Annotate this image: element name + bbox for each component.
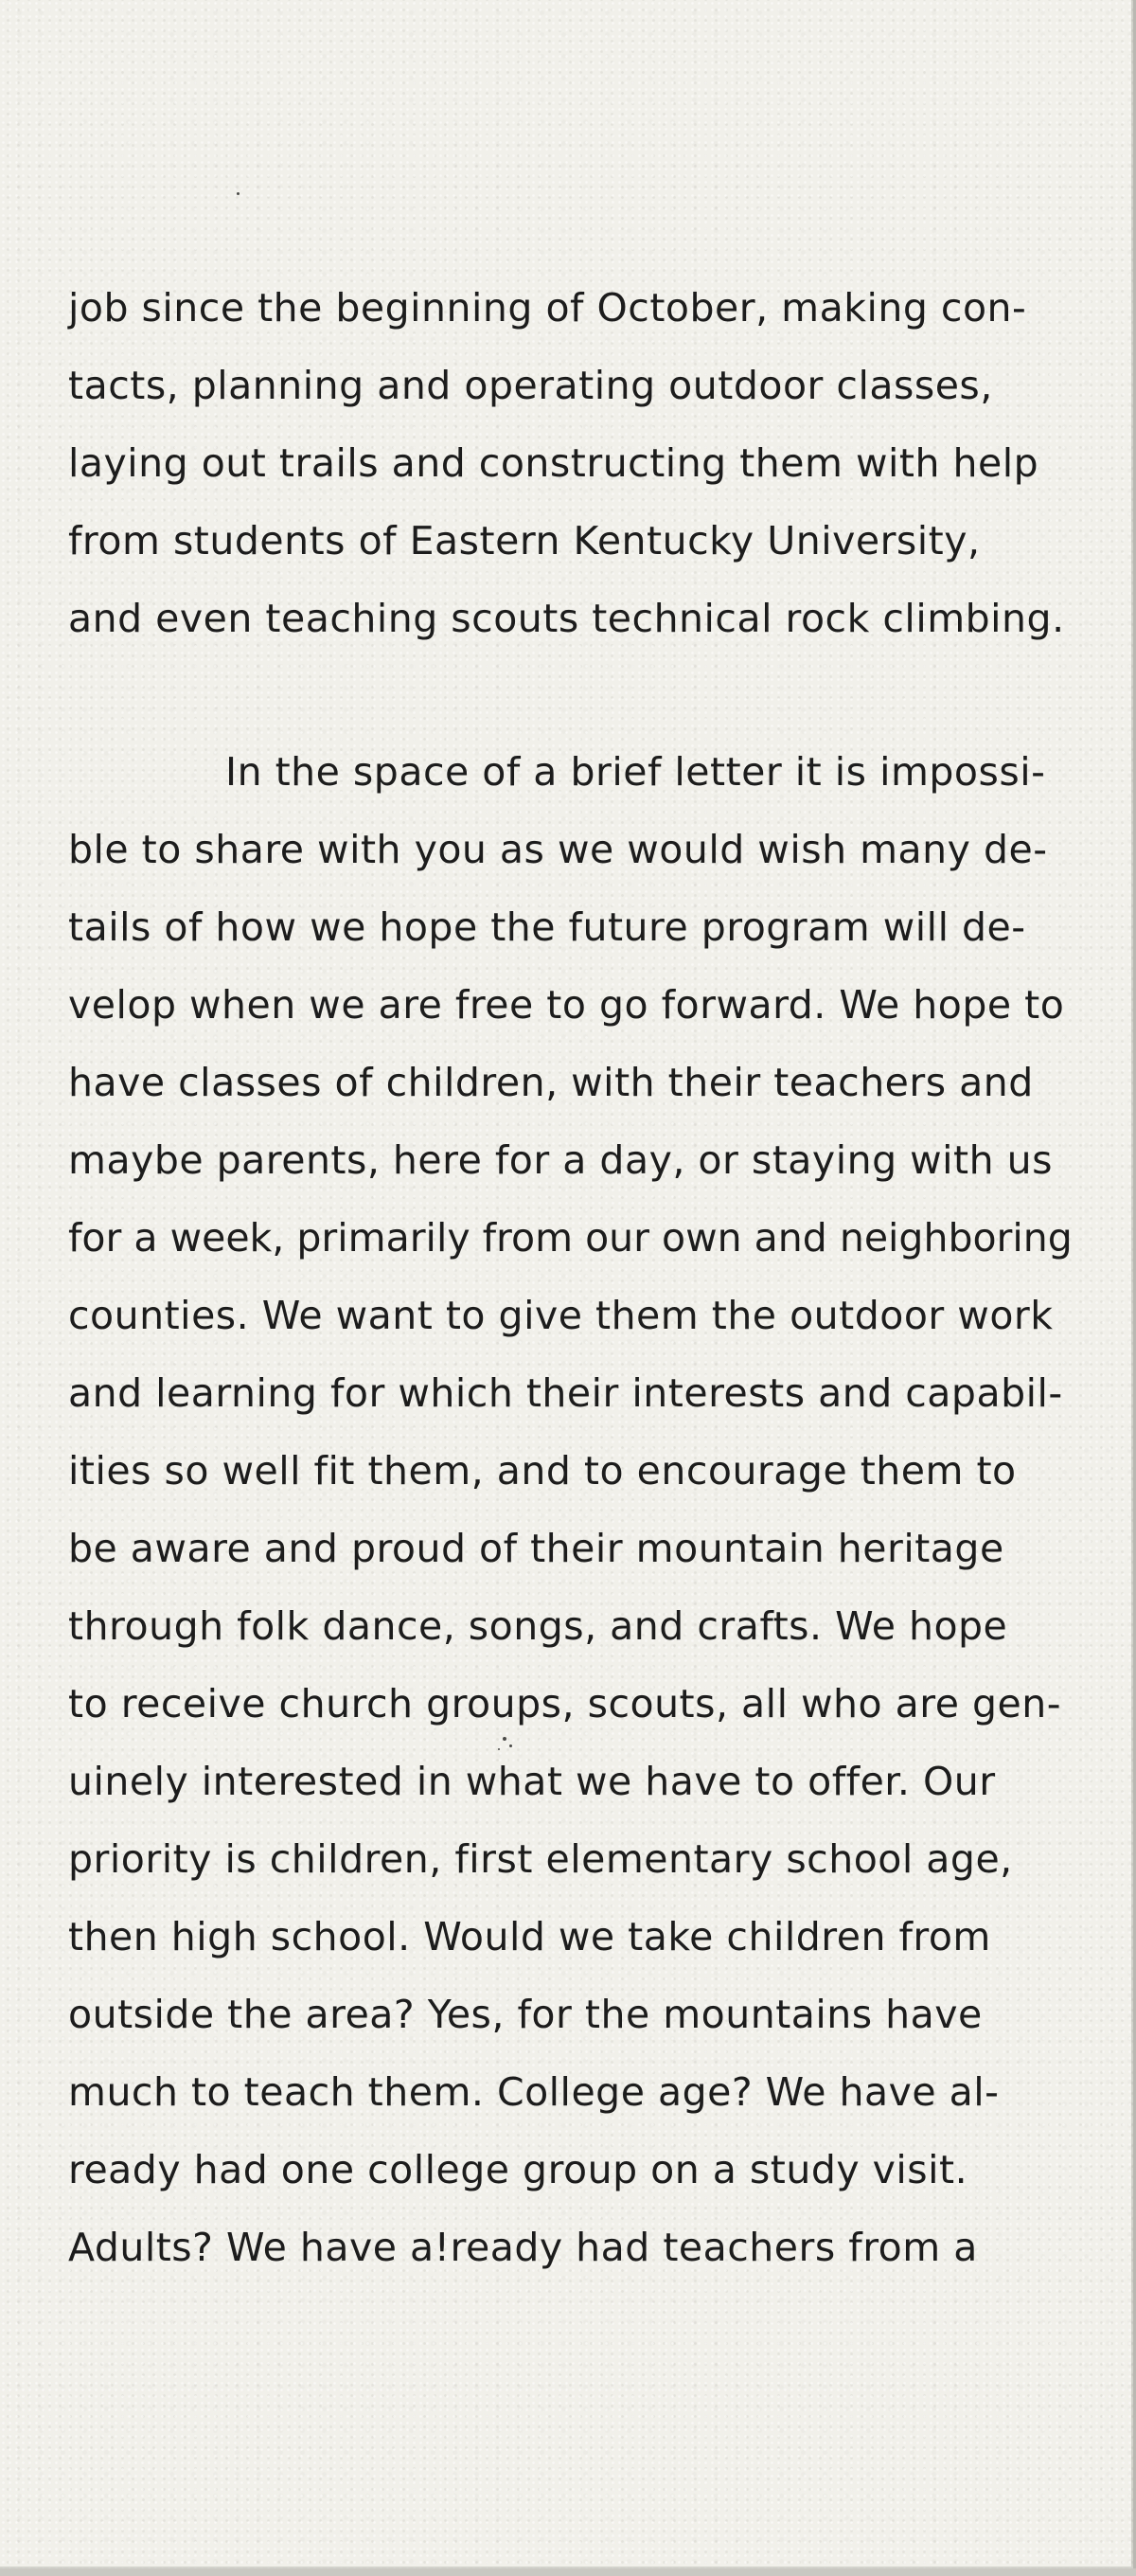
text-line: velop when we are free to go forward. We hope to: [68, 982, 1065, 1028]
text-line: be aware and proud of their mountain heritage: [68, 1526, 1004, 1571]
ink-speck: [237, 192, 240, 195]
text-line: counties. We want to give them the outdoor work: [68, 1293, 1054, 1338]
text-line: and even teaching scouts technical rock climbing.: [68, 596, 1065, 641]
text-line: job since the beginning of October, making con-: [68, 285, 1027, 331]
paragraph-1: [68, 269, 1091, 657]
text-line: Adults? We have a!ready had teachers from a: [68, 2225, 978, 2270]
text-line: outside the area? Yes, for the mountains have: [68, 1992, 983, 2037]
text-line: priority is children, first elementary school age,: [68, 1836, 1013, 1882]
text-line: maybe parents, here for a day, or staying with us: [68, 1137, 1053, 1183]
text-line: In the space of a brief letter it is impossi-: [225, 749, 1046, 795]
text-line: to receive church groups, scouts, all who are gen-: [68, 1681, 1061, 1726]
text-line: through folk dance, songs, and crafts. We hope: [68, 1603, 1008, 1649]
text-line: tails of how we hope the future program will de-: [68, 904, 1026, 950]
text-line: laying out trails and constructing them with help: [68, 440, 1039, 486]
text-line: for a week, primarily from our own and neighboring: [68, 1215, 1073, 1261]
text-line: ities so well fit them, and to encourage them to: [68, 1448, 1017, 1494]
text-line: much to teach them. College age? We have al-: [68, 2069, 1000, 2115]
paragraph-2: [68, 733, 1091, 2286]
text-line: tacts, planning and operating outdoor classes,: [68, 363, 993, 408]
text-line: from students of Eastern Kentucky University,: [68, 518, 981, 564]
paper-edge-bottom: [0, 2568, 1136, 2576]
text-line: ble to share with you as we would wish many de-: [68, 827, 1048, 872]
text-line: ready had one college group on a study visit.: [68, 2147, 968, 2192]
letter-body: [68, 269, 1091, 2286]
text-line: and learning for which their interests and capabil-: [68, 1370, 1063, 1416]
text-line: then high school. Would we take children from: [68, 1914, 991, 1959]
text-line: have classes of children, with their teachers and: [68, 1060, 1034, 1105]
text-line: uinely interested in what we have to offer. Our: [68, 1759, 996, 1804]
